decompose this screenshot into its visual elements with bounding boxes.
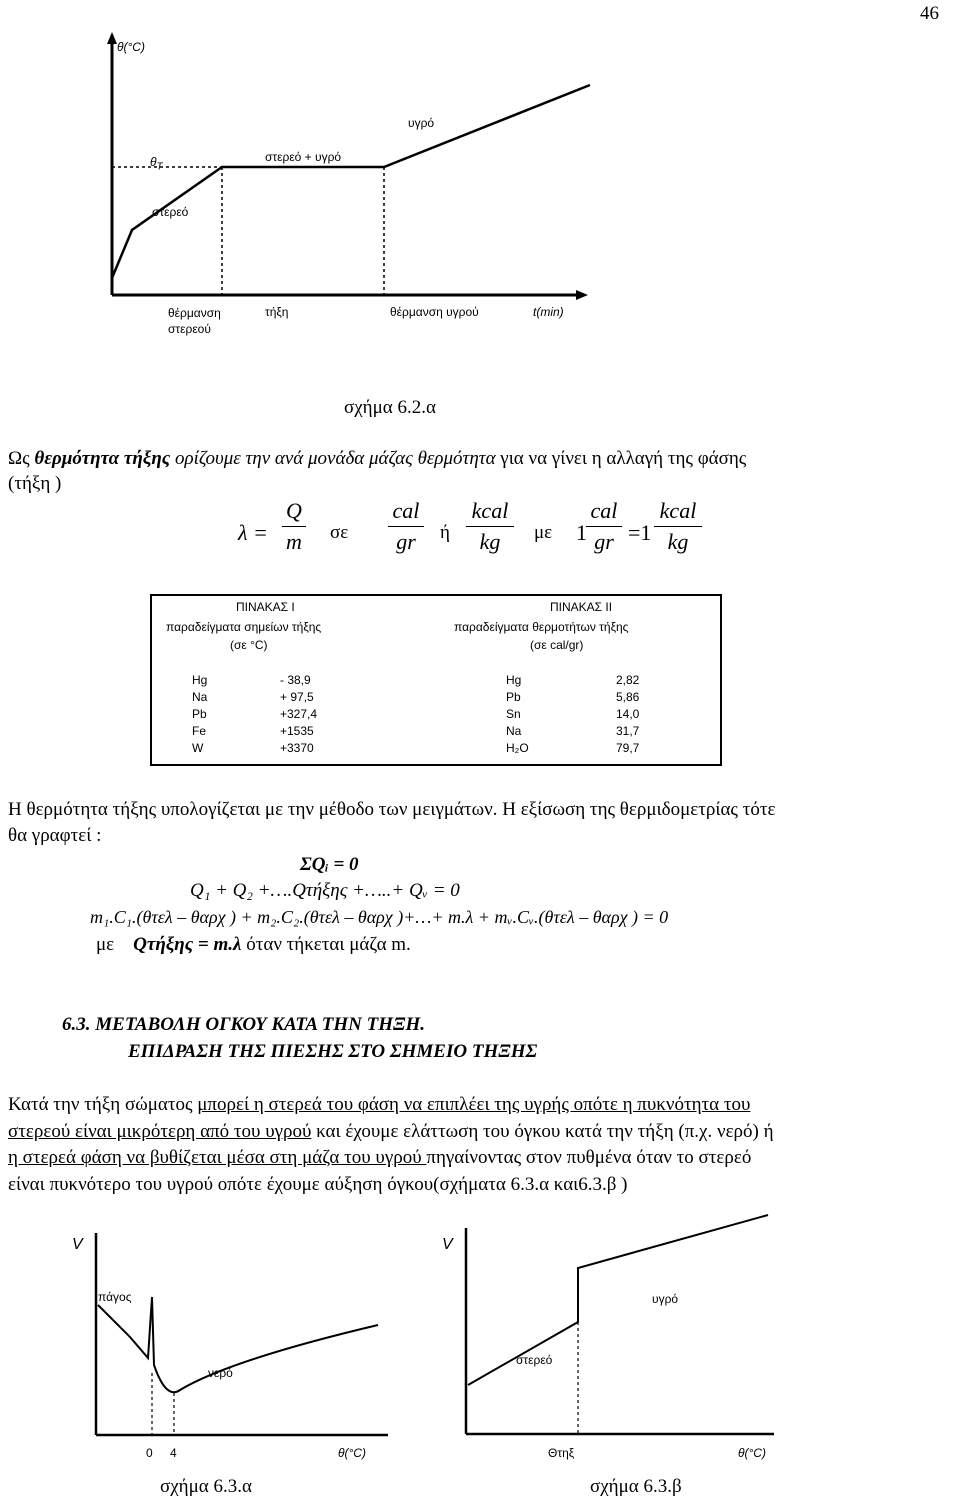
mixing-line1: Η θερμότητα τήξης υπολογίζεται με την μέθοδο των μειγμάτων. Η εξίσωση της θερμιδομετρίας τότε bbox=[8, 799, 776, 820]
table1-values bbox=[280, 672, 317, 757]
fig63b-y-label: V bbox=[442, 1236, 453, 1253]
table2-row-el: Sn bbox=[506, 707, 521, 721]
fig63a-tick0: 0 bbox=[146, 1446, 153, 1460]
table2-row-el: Hg bbox=[506, 673, 522, 687]
formula-kcal-kg-2: kcal kg bbox=[654, 498, 702, 555]
table2-row-val: 2,82 bbox=[616, 673, 640, 687]
formula-q-over-m: Q m bbox=[282, 498, 306, 555]
water-curve bbox=[152, 1297, 378, 1392]
table1-title: ΠΙΝΑΚΑΣ Ι bbox=[236, 600, 295, 614]
fig-6-3a-chart bbox=[70, 1225, 400, 1475]
table1-row-el: Fe bbox=[192, 724, 207, 738]
fig63a-ice-label: πάγος bbox=[98, 1290, 132, 1304]
formula-or: ή bbox=[440, 522, 450, 543]
table1-row-val: - 38,9 bbox=[280, 673, 311, 687]
table1-row-el: Na bbox=[192, 690, 208, 704]
table2-row-val: 31,7 bbox=[616, 724, 640, 738]
fig63b-solid-label: στερεό bbox=[516, 1353, 553, 1367]
formula-me: με bbox=[534, 522, 553, 543]
fig62-liquid-label: υγρό bbox=[408, 116, 435, 130]
paragraph-line4: είναι πυκνότερο του υγρού οπότε έχουμε αύξηση όγκου(σχήματα 6.3.α και6.3.β ) bbox=[8, 1174, 628, 1195]
heating-curve bbox=[112, 85, 590, 278]
definition-line1: Ως θερμότητα τήξης ορίζουμε την ανά μονάδα μάζας θερμότητα για να γίνει η αλλαγή της φάσης bbox=[8, 448, 747, 469]
formula-one: 1 bbox=[576, 520, 587, 545]
formula-cal-gr: cal gr bbox=[388, 498, 424, 555]
table2-unit: (σε cal/gr) bbox=[530, 638, 584, 652]
mixing-line2: θα γραφτεί : bbox=[8, 825, 102, 846]
fig62-x-axis-label: t(min) bbox=[533, 305, 564, 319]
formula-kcal-kg: kcal kg bbox=[466, 498, 514, 555]
table1-row-el: Hg bbox=[192, 673, 208, 687]
page-number: 46 bbox=[920, 3, 939, 24]
table1-row-el: Pb bbox=[192, 707, 207, 721]
section-heading-1: 6.3. ΜΕΤΑΒΟΛΗ ΟΓΚΟΥ ΚΑΤΑ ΤΗΝ ΤΗΞΗ. bbox=[62, 1014, 426, 1035]
definition-line2: (τήξη ) bbox=[8, 473, 62, 494]
table1-row-val: + 97,5 bbox=[280, 690, 314, 704]
fig63a-y-label: V bbox=[72, 1236, 83, 1253]
fig63a-tick4: 4 bbox=[170, 1446, 177, 1460]
fig-6-3b-chart bbox=[438, 1210, 788, 1475]
paragraph-line1: Κατά την τήξη σώματος μπορεί η στερεά του φάση να επιπλέει της υγρής οπότε η πυκνότητα του bbox=[8, 1094, 751, 1115]
fig63a-caption: σχήμα 6.3.α bbox=[160, 1476, 252, 1497]
formula-lambda: λ = bbox=[238, 520, 268, 545]
table1-row-val: +3370 bbox=[280, 741, 314, 755]
table2-row-el: Pb bbox=[506, 690, 521, 704]
formula-cal-gr-2: cal gr bbox=[586, 498, 622, 555]
fig62-solid-liquid-label: στερεό + υγρό bbox=[265, 150, 342, 164]
x-axis-arrow bbox=[576, 290, 588, 300]
fig62-x-heating-solid: θέρμανση στερεού bbox=[168, 306, 221, 336]
fig63b-liquid-label: υγρό bbox=[652, 1292, 679, 1306]
table2-row-val: 79,7 bbox=[616, 741, 640, 755]
fig63b-x-label: θ(°C) bbox=[738, 1446, 766, 1460]
table2-row-val: 5,86 bbox=[616, 690, 640, 704]
table2-elements bbox=[506, 672, 529, 757]
fig62-caption: σχήμα 6.2.α bbox=[344, 397, 436, 418]
table1-row-val: +327,4 bbox=[280, 707, 318, 721]
y-axis-arrow bbox=[107, 32, 117, 44]
equation-1: ΣQᵢ = 0 bbox=[300, 854, 359, 875]
equation-2: Q₁ + Q₂ +….Qτήξης +…..+ Qᵥ = 0 bbox=[190, 880, 460, 901]
table2-subtitle: παραδείγματα θερμοτήτων τήξης bbox=[454, 620, 629, 634]
fig62-x-melting: τήξη bbox=[265, 305, 289, 319]
paragraph-line2: στερεού είναι μικρότερη από του υγρού και έχουμε ελάττωση του όγκου κατά την τήξη (π.χ. νερό) ή bbox=[8, 1121, 774, 1142]
volume-curve bbox=[468, 1215, 768, 1385]
equation-4: με Qτήξης = m.λ όταν τήκεται μάζα m. bbox=[96, 934, 411, 955]
section-heading-2: ΕΠΙΔΡΑΣΗ ΤΗΣ ΠΙΕΣΗΣ ΣΤΟ ΣΗΜΕΙΟ ΤΗΞΗΣ bbox=[128, 1041, 538, 1062]
fig62-y-label: θ(°C) bbox=[117, 40, 145, 54]
table1-subtitle: παραδείγματα σημείων τήξης bbox=[166, 620, 322, 634]
fig62-theta-t: $\theta_T$ bbox=[150, 155, 163, 173]
paragraph-line3: η στερεά φάση να βυθίζεται μέσα στη μάζα του υγρού πηγαίνοντας στον πυθμένα όταν το στερεό bbox=[8, 1147, 752, 1168]
equation-3: m₁.C₁.(θτελ – θαρχ ) + m₂.C₂.(θτελ – θαρχ )+…+ m.λ + mᵥ.Cᵥ.(θτελ – θαρχ ) = 0 bbox=[90, 907, 669, 927]
table2-title: ΠΙΝΑΚΑΣ ΙΙ bbox=[550, 600, 613, 614]
table1-elements bbox=[192, 672, 207, 757]
table2-values bbox=[616, 672, 639, 757]
table2-row-el: H₂O bbox=[506, 741, 529, 755]
fig62-solid-label: στερεό bbox=[152, 205, 189, 219]
tables-container bbox=[150, 594, 722, 766]
ice-curve bbox=[98, 1297, 152, 1358]
table1-unit: (σε °C) bbox=[230, 638, 268, 652]
formula-eq-one: =1 bbox=[628, 520, 652, 545]
table2-row-el: Na bbox=[506, 724, 522, 738]
table1-row-el: W bbox=[192, 741, 204, 755]
fig62-x-heating-liquid: θέρμανση υγρού bbox=[390, 305, 479, 319]
fig63a-x-label: θ(°C) bbox=[338, 1446, 366, 1460]
fig63b-caption: σχήμα 6.3.β bbox=[590, 1476, 682, 1497]
fig63a-water-label: νερό bbox=[208, 1366, 233, 1380]
table1-row-val: +1535 bbox=[280, 724, 314, 738]
formula-se: σε bbox=[330, 522, 349, 543]
fig63b-tick: Θτηξ bbox=[548, 1446, 575, 1460]
table2-row-val: 14,0 bbox=[616, 707, 640, 721]
